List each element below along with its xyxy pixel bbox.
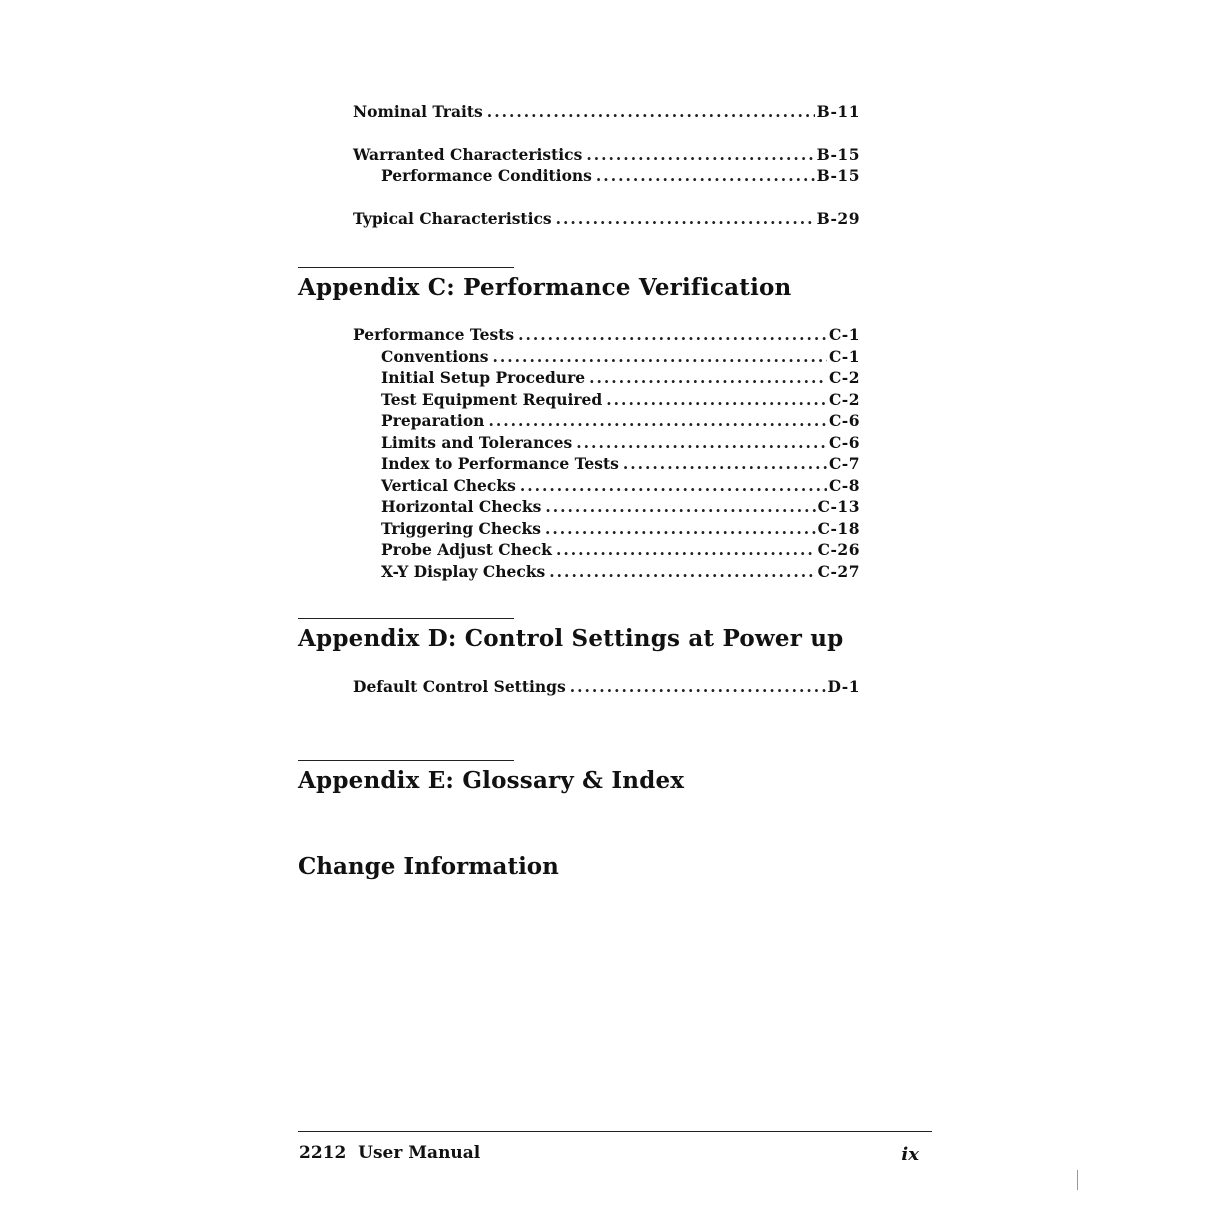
toc-entry-horizontal-checks[interactable] [353,496,860,518]
toc-entry-performance-tests[interactable] [353,324,860,346]
toc-entry-label: Performance Tests [353,325,515,344]
dot-leader [487,101,815,123]
dot-leader [549,561,815,583]
dot-leader [623,453,827,475]
dot-leader [556,539,816,561]
toc-entry-label: Warranted Characteristics [353,144,583,164]
toc-entry-probe-adjust-check[interactable] [353,539,860,561]
footer-rule [298,1131,932,1132]
toc-entry-xy-display-checks[interactable] [353,561,860,583]
dot-leader [606,389,827,411]
section-rule [298,760,514,761]
toc-entry-label: Conventions [381,346,489,366]
toc-entry-label: Initial Setup Procedure [381,368,586,387]
section-rule [298,618,514,619]
toc-entry-label: Test Equipment Required [381,389,603,409]
toc-entry-page: C-18 [817,518,860,538]
toc-entry-label: Horizontal Checks [381,497,542,516]
toc-entry-label: Preparation [381,411,485,430]
toc-entry-index-performance-tests[interactable] [353,453,860,475]
appendix-c-section [298,267,791,301]
toc-entry-label: Limits and Tolerances [381,432,573,452]
toc-entry-label: Probe Adjust Check [381,540,552,559]
toc-entry-test-equipment[interactable] [353,389,860,411]
toc-entry-preparation[interactable] [353,410,860,432]
dot-leader [586,144,814,166]
toc-entry-page: B-29 [816,208,860,228]
toc-entry-page: B-15 [816,166,860,185]
toc-entry-page: C-1 [828,325,860,344]
appendix-c-title[interactable]: Appendix C: Performance Verification [298,274,792,301]
toc-entry-page: D-1 [827,677,860,696]
toc-entry-label: Performance Conditions [381,166,592,185]
toc-entry-page: C-2 [828,389,860,409]
appendix-d-section [298,618,843,652]
toc-entry-page: B-15 [816,144,860,164]
dot-leader [556,208,815,230]
toc-appendix-b-list [353,101,860,229]
toc-entry-nominal-traits[interactable] [353,101,860,123]
toc-entry-page: C-26 [817,540,860,559]
dot-leader [520,475,827,497]
toc-entry-label: Vertical Checks [381,475,516,495]
toc-entry-page: B-11 [816,102,860,121]
change-information-title[interactable]: Change Information [298,853,559,880]
dot-leader [518,324,827,346]
toc-entry-initial-setup[interactable] [353,367,860,389]
toc-entry-default-control-settings[interactable] [353,676,860,698]
toc-entry-label: Nominal Traits [353,102,483,121]
appendix-d-title[interactable]: Appendix D: Control Settings at Power up [298,625,844,652]
toc-entry-limits-tolerances[interactable] [353,432,860,454]
dot-leader [488,410,827,432]
dot-leader [545,518,816,540]
section-rule [298,267,514,268]
appendix-e-title[interactable]: Appendix E: Glossary & Index [298,767,685,794]
toc-entry-page: C-7 [828,454,860,473]
toc-entry-page: C-8 [828,475,860,495]
scan-edge-mark [1077,1170,1078,1190]
toc-entry-label: X-Y Display Checks [381,561,546,581]
toc-entry-warranted-characteristics[interactable] [353,144,860,166]
toc-entry-label: Index to Performance Tests [381,454,619,473]
dot-leader [570,676,826,698]
toc-entry-page: C-2 [828,368,860,387]
toc-entry-page: C-27 [817,561,860,581]
toc-entry-typical-characteristics[interactable] [353,208,860,230]
toc-entry-vertical-checks[interactable] [353,475,860,497]
toc-entry-page: C-6 [828,432,860,452]
toc-appendix-c-list [353,324,860,582]
toc-entry-page: C-6 [828,411,860,430]
appendix-e-section [298,760,684,794]
toc-entry-page: C-13 [817,497,860,516]
dot-leader [576,432,827,454]
toc-entry-conventions[interactable] [353,346,860,368]
footer-page-number: ix [901,1144,919,1165]
toc-entry-label: Triggering Checks [381,518,541,538]
toc-entry-label: Default Control Settings [353,677,566,696]
dot-leader [596,165,815,187]
toc-entry-page: C-1 [828,346,860,366]
footer-manual-title: 2212 User Manual [299,1143,481,1163]
toc-entry-triggering-checks[interactable] [353,518,860,540]
toc-entry-performance-conditions[interactable] [353,165,860,187]
dot-leader [492,346,826,368]
dot-leader [545,496,815,518]
toc-appendix-d-list [353,676,860,698]
dot-leader [589,367,827,389]
toc-entry-label: Typical Characteristics [353,208,552,228]
